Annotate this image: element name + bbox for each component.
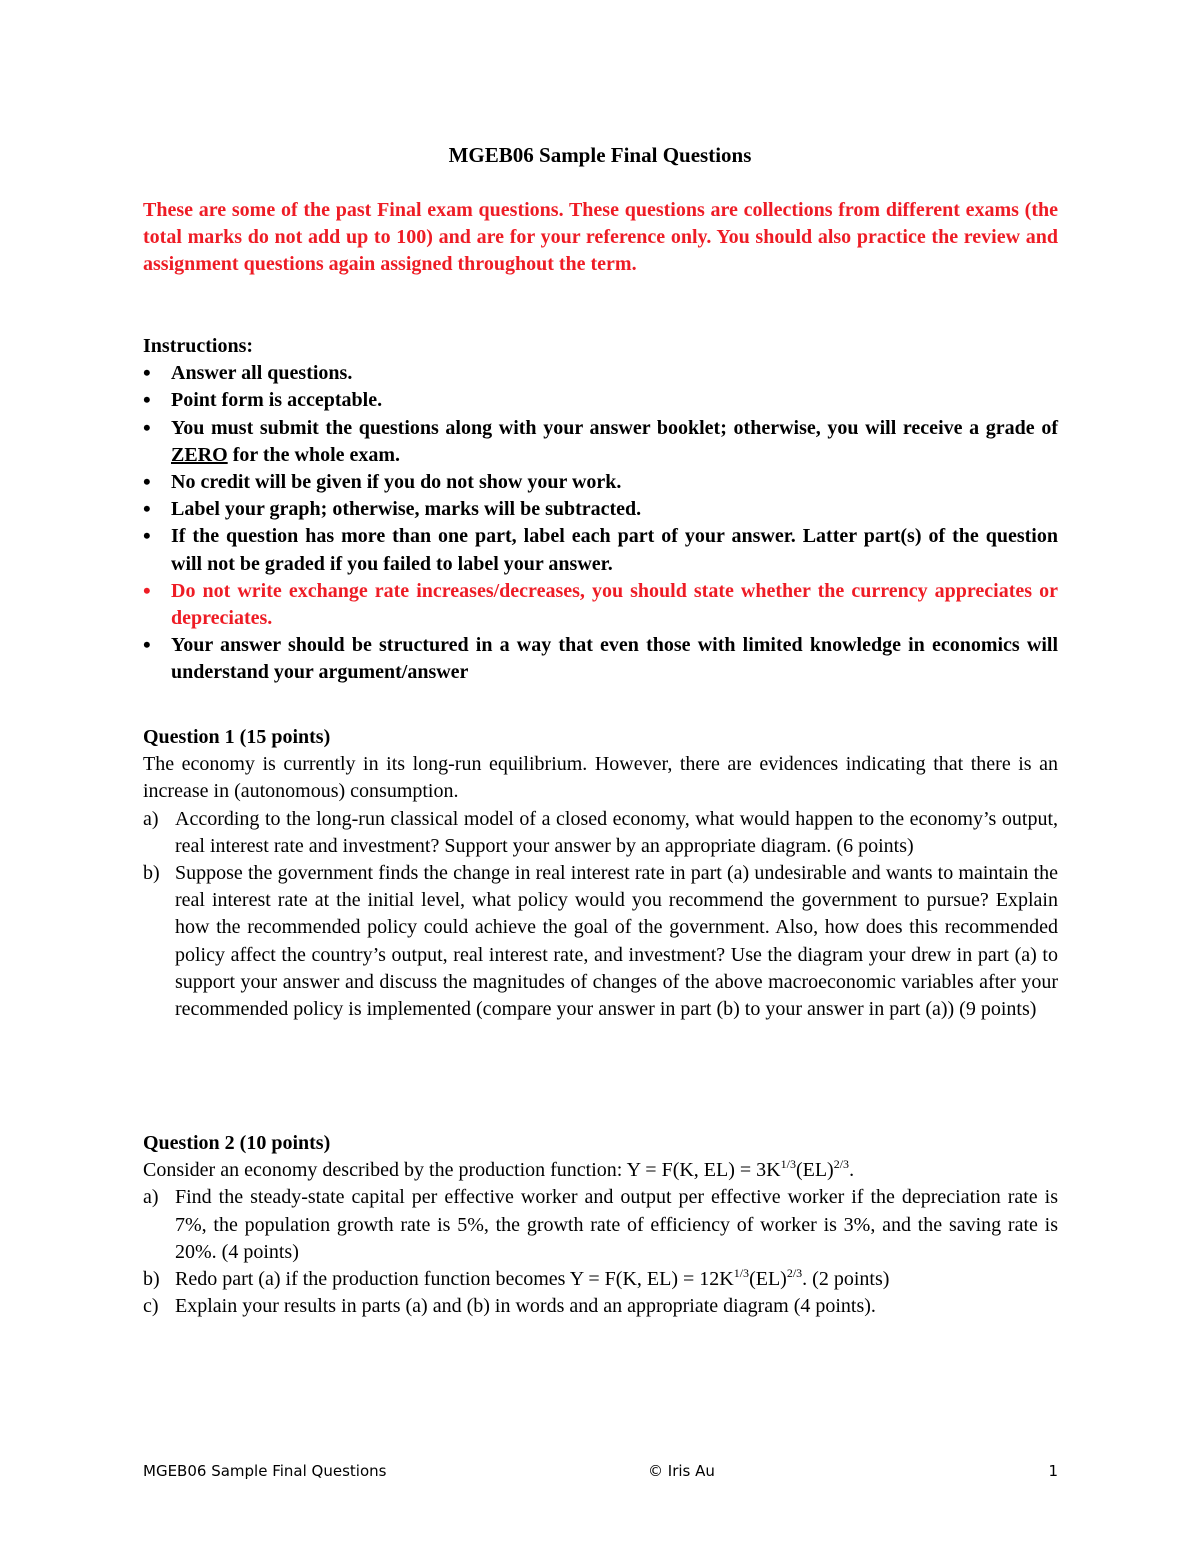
part-text: Suppose the government finds the change in real interest rate in part (a) undesirable and wants to maintain the real interest rate at the initial level, what policy would you recommend the government to pursue? Explain how the recommended policy could achieve the goal of the government. Also, how does this recommended policy affect the country’s output, real interest rate, and investment? Use the diagram your drew in part (a) to support your answer and discuss the magnitudes of changes of the above macroeconomic variables after your recommended policy is implemented (compare your answer in part (b) to your answer in part (a)) (9 points) xyxy=(175,862,1058,1021)
part-label: c) xyxy=(143,1295,159,1318)
exponent: 2/3 xyxy=(786,1266,803,1281)
exponent: 1/3 xyxy=(733,1266,750,1281)
question-part xyxy=(143,806,1058,860)
page-number: 1 xyxy=(1048,1462,1058,1480)
question-1 xyxy=(143,724,1058,1023)
page-title: MGEB06 Sample Final Questions xyxy=(448,143,752,167)
question-part xyxy=(143,1266,1058,1293)
question-2-intro xyxy=(143,1157,1058,1184)
instructions-heading: Instructions: xyxy=(143,335,254,357)
part-text: Redo part (a) if the production function becomes Y = F(K, EL) = 12K xyxy=(175,1268,734,1291)
part-text: Find the steady-state capital per effective worker and output per effective worker if the depreciation rate is 7%, the population growth rate is 5%, the growth rate of efficiency of worker is 3%, and the saving rate is 20%. (4 points) xyxy=(175,1186,1058,1263)
exponent: 1/3 xyxy=(780,1157,796,1172)
instructions-list xyxy=(143,360,1058,686)
page-footer xyxy=(143,1462,1058,1486)
instruction-item xyxy=(143,415,1058,469)
instruction-text: You must submit the questions along with your answer booklet; otherwise, you will receive a grade of xyxy=(171,416,1058,439)
question-1-intro: The economy is currently in its long-run equilibrium. However, there are evidences indicating that there is an increase in (autonomous) consumption. xyxy=(143,753,1058,803)
instruction-item: • No credit will be given if you do not show your work. xyxy=(143,469,1058,496)
instruction-text-tail: for the whole exam. xyxy=(227,443,401,466)
question-2-parts xyxy=(143,1184,1058,1320)
instruction-item-warning: • Do not write exchange rate increases/decreases, you should state whether the currency appreciates or depreciates. xyxy=(143,578,1058,632)
footer-title: MGEB06 Sample Final Questions xyxy=(143,1462,387,1480)
part-text: According to the long-run classical model of a closed economy, what would happen to the economy’s output, real interest rate and investment? Support your answer by an appropriate diagram. (6 points) xyxy=(175,807,1058,857)
notice-paragraph: These are some of the past Final exam questions. These questions are collections from different exams (the total marks do not add up to 100) and are for your reference only. You should also practice the review and assignment questions again assigned throughout the term. xyxy=(143,199,1058,276)
part-text: (EL) xyxy=(749,1268,787,1291)
instruction-item: • If the question has more than one part, label each part of your answer. Latter part(s) of the question will not be graded if you failed to label your answer. xyxy=(143,523,1058,577)
question-2 xyxy=(143,1130,1058,1320)
instruction-item: • Label your graph; otherwise, marks will be subtracted. xyxy=(143,496,1058,523)
part-label: b) xyxy=(143,862,160,885)
part-text: . (2 points) xyxy=(802,1268,890,1291)
intro-text: Consider an economy described by the production function: Y = F(K, EL) = 3K xyxy=(143,1159,781,1182)
footer-copyright: © Iris Au xyxy=(648,1462,715,1480)
question-1-heading: Question 1 (15 points) xyxy=(143,726,331,748)
part-label: a) xyxy=(143,807,159,830)
part-label: a) xyxy=(143,1186,159,1209)
intro-text: . xyxy=(849,1159,855,1182)
exponent: 2/3 xyxy=(833,1157,850,1172)
question-part xyxy=(143,860,1058,1023)
part-text: Explain your results in parts (a) and (b) in words and an appropriate diagram (4 points). xyxy=(175,1295,876,1318)
zero-emphasis: ZERO xyxy=(171,443,228,466)
instructions-section xyxy=(143,333,1058,687)
intro-text: (EL) xyxy=(795,1159,834,1182)
part-label: b) xyxy=(143,1268,160,1291)
instruction-item: • Your answer should be structured in a way that even those with limited knowledge in economics will understand your argument/answer xyxy=(143,632,1058,686)
question-part xyxy=(143,1293,1058,1320)
question-1-parts xyxy=(143,806,1058,1024)
instruction-item: • Answer all questions. xyxy=(143,360,1058,387)
question-part xyxy=(143,1184,1058,1266)
question-2-heading: Question 2 (10 points) xyxy=(143,1132,331,1154)
instruction-item: • Point form is acceptable. xyxy=(143,387,1058,414)
